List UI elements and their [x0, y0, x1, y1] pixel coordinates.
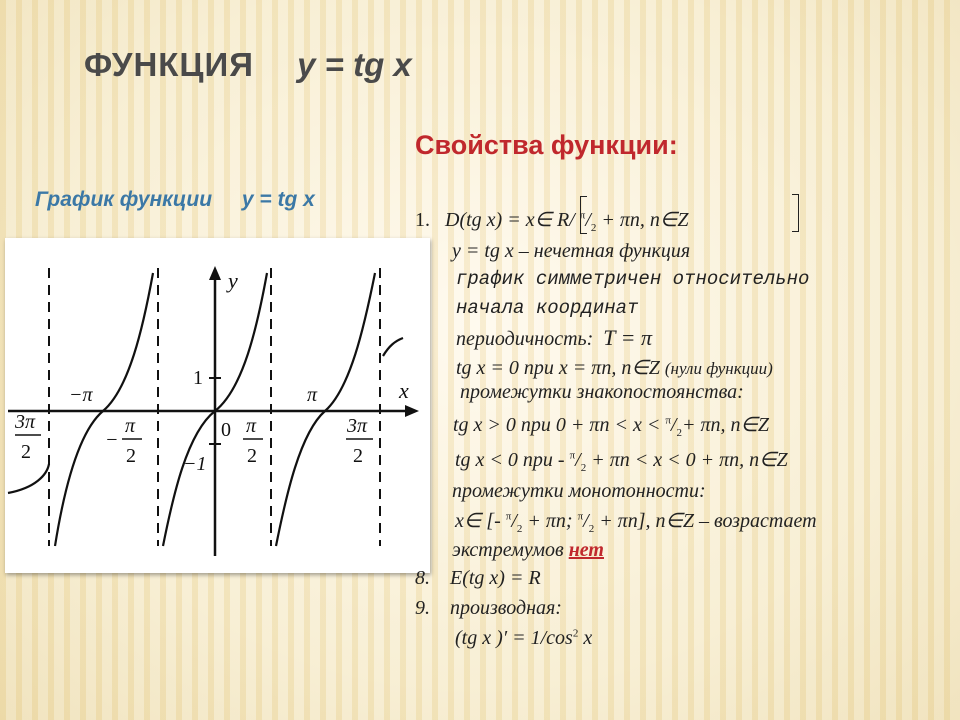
label-right-3pi-num: 3π	[347, 415, 368, 437]
property-1: 1. D(tg x) = x∈ R/ $^\pi/_2 + \pi n$, n∈Z	[415, 209, 689, 234]
property-6a	[453, 412, 769, 439]
property-7a-half2: 2	[588, 523, 595, 535]
title-formula: y = tg x	[297, 46, 412, 83]
graph-caption-formula: y = tg x	[241, 188, 315, 211]
property-3b: начала координат	[456, 297, 639, 319]
property-6b-pi: π	[569, 449, 576, 462]
property-7a-left: x∈ [-	[455, 510, 506, 532]
property-6a-half: 2	[676, 427, 682, 439]
label-one: 1	[193, 367, 203, 389]
property-7b	[452, 539, 604, 562]
property-1-left-bracket	[580, 196, 587, 234]
property-9a-left: (tg x )′ = 1/cos	[455, 627, 573, 649]
property-6a-left: tg x > 0 при 0 + πn < x <	[453, 414, 666, 436]
property-6a-sep: /	[670, 414, 677, 436]
property-5	[456, 355, 773, 380]
label-left-3pi-num: 3π	[15, 411, 36, 433]
property-6b-rest: + πn < x < 0 + πn, n∈Z	[586, 449, 788, 471]
property-7a-pi1: π	[505, 510, 512, 523]
graph-caption-text: График функции	[35, 188, 213, 211]
properties-heading: Свойства функции:	[415, 130, 678, 160]
property-4	[456, 325, 652, 351]
property-1-text: D(tg x) = x∈	[445, 209, 552, 231]
property-8-number: 8.	[415, 567, 430, 589]
property-9a-right: x	[578, 627, 593, 649]
property-7b-highlight: нет	[568, 539, 604, 561]
property-8	[415, 567, 541, 590]
property-1-pi: π	[579, 209, 586, 222]
property-6a-rest: + πn, n∈Z	[681, 414, 770, 436]
property-6b-left: tg x < 0 при -	[455, 449, 570, 471]
label-pi: π	[307, 384, 318, 406]
property-9a-exp: 2	[572, 627, 579, 640]
property-7a-pi2: π	[577, 510, 584, 523]
property-4-value: T = π	[603, 325, 652, 350]
property-2: y = tg x – нечетная функция	[452, 240, 691, 262]
property-7a: x∈ [- $^\pi/_2 + \pi n$; $^\pi/_2 + \pi n$], n∈Z – возрастает	[455, 510, 817, 535]
label-minus-pi2-num: π	[125, 415, 136, 437]
property-9-text: производная:	[450, 597, 562, 619]
property-6b-half: 2	[580, 462, 587, 474]
property-1-set: R/	[557, 209, 580, 231]
property-6: промежутки знакопостоянства:	[460, 381, 744, 403]
property-7a-rest: + πn], n∈Z – возрастает	[594, 510, 817, 532]
property-9a	[455, 627, 592, 650]
property-7a-half1: 2	[516, 523, 523, 535]
property-7: промежутки монотонности:	[452, 480, 706, 502]
property-6a-pi: π	[665, 414, 671, 427]
label-x: x	[399, 378, 409, 403]
label-pi2-num: π	[246, 415, 257, 437]
label-y: y	[228, 268, 238, 293]
property-9-number: 9.	[415, 597, 430, 619]
label-minus-pi2-den: 2	[126, 445, 136, 467]
label-minus-one: −1	[183, 453, 207, 475]
property-1-number: 1.	[415, 209, 430, 231]
property-6b-sep: /	[575, 449, 581, 471]
label-right-3pi-den: 2	[353, 445, 363, 467]
label-minus-sign: −	[105, 429, 119, 451]
title-word: ФУНКЦИЯ	[84, 46, 254, 83]
property-5-note: (нули функции)	[664, 359, 773, 378]
property-7a-mid: + πn;	[522, 510, 578, 532]
label-pi2-den: 2	[247, 445, 257, 467]
property-1-right-bracket	[792, 194, 799, 232]
property-1-half: 2	[590, 222, 597, 234]
property-5-text: tg x = 0 при x = πn, n∈Z	[456, 357, 660, 379]
property-7b-text: экстремумов	[452, 539, 564, 561]
label-origin: 0	[221, 419, 231, 441]
property-1-rest: + πn, n∈Z	[596, 209, 689, 231]
property-4-text: периодичность:	[456, 328, 594, 350]
property-6b	[455, 447, 788, 474]
label-minus-pi: −π	[69, 384, 93, 406]
label-left-3pi-den: 2	[21, 441, 31, 463]
property-8-text: E(tg x) = R	[450, 567, 541, 589]
property-9	[415, 597, 562, 620]
property-3a: график симметричен относительно	[456, 268, 810, 290]
